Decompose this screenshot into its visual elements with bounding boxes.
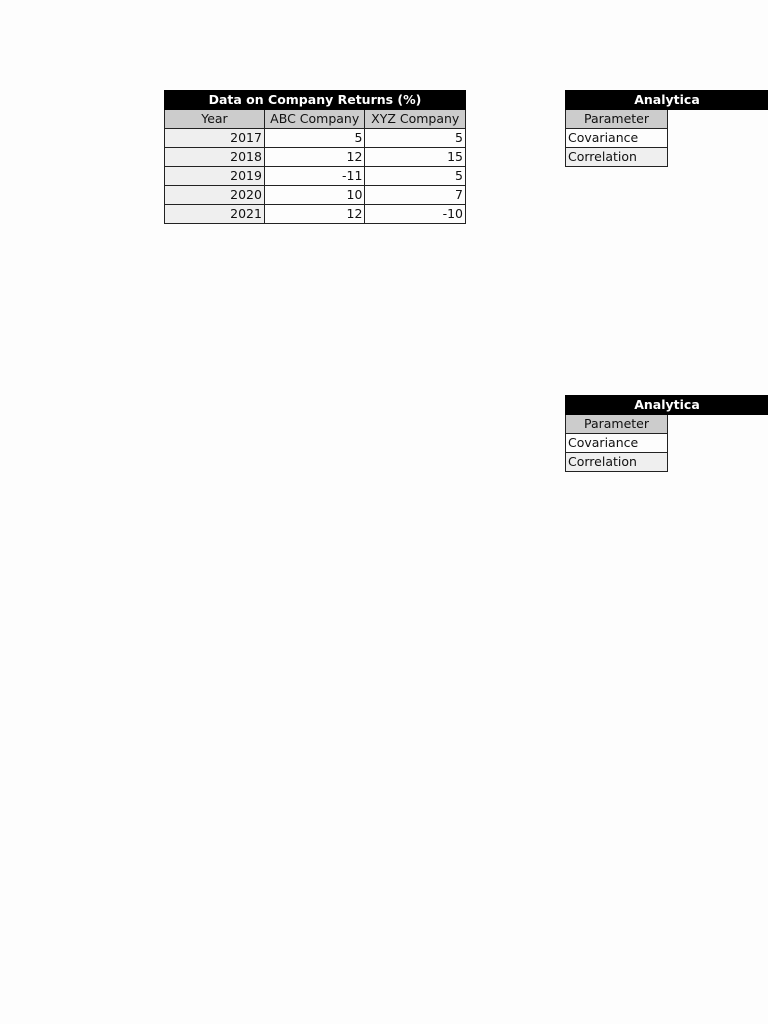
abc-return-cell[interactable]: 10 xyxy=(264,186,365,205)
empty-cell[interactable] xyxy=(668,434,768,453)
analytics-table xyxy=(565,90,768,167)
xyz-return-cell[interactable]: 15 xyxy=(365,148,466,167)
xyz-return-cell[interactable]: -10 xyxy=(365,205,466,224)
year-cell[interactable]: 2019 xyxy=(165,167,265,186)
table-row xyxy=(165,167,466,186)
parameter-correlation[interactable]: Correlation xyxy=(566,453,668,472)
empty-cell[interactable] xyxy=(668,148,768,167)
table-header-row xyxy=(165,110,466,129)
table-row xyxy=(566,129,768,148)
returns-table-title[interactable]: Data on Company Returns (%) xyxy=(165,91,466,110)
parameter-correlation[interactable]: Correlation xyxy=(566,148,668,167)
table-header-row xyxy=(566,110,768,129)
table-row xyxy=(165,205,466,224)
parameter-covariance[interactable]: Covariance xyxy=(566,434,668,453)
abc-return-cell[interactable]: 12 xyxy=(264,205,365,224)
table-title-row xyxy=(165,91,466,110)
analytics-table xyxy=(565,395,768,472)
header-abc-company[interactable]: ABC Company xyxy=(264,110,365,129)
header-xyz-company[interactable]: XYZ Company xyxy=(365,110,466,129)
abc-return-cell[interactable]: -11 xyxy=(264,167,365,186)
empty-cell[interactable] xyxy=(668,110,768,129)
table-title-row xyxy=(566,91,768,110)
year-cell[interactable]: 2017 xyxy=(165,129,265,148)
table-title-row xyxy=(566,396,768,415)
header-year[interactable]: Year xyxy=(165,110,265,129)
company-returns-table xyxy=(164,90,466,224)
table-header-row xyxy=(566,415,768,434)
analytics-table-title[interactable]: Analytica xyxy=(566,396,768,415)
year-cell[interactable]: 2021 xyxy=(165,205,265,224)
xyz-return-cell[interactable]: 5 xyxy=(365,129,466,148)
empty-cell[interactable] xyxy=(668,129,768,148)
abc-return-cell[interactable]: 12 xyxy=(264,148,365,167)
xyz-return-cell[interactable]: 7 xyxy=(365,186,466,205)
table-row xyxy=(566,453,768,472)
year-cell[interactable]: 2018 xyxy=(165,148,265,167)
header-parameter[interactable]: Parameter xyxy=(566,415,668,434)
parameter-covariance[interactable]: Covariance xyxy=(566,129,668,148)
table-row xyxy=(566,434,768,453)
header-parameter[interactable]: Parameter xyxy=(566,110,668,129)
year-cell[interactable]: 2020 xyxy=(165,186,265,205)
table-row xyxy=(566,148,768,167)
empty-cell[interactable] xyxy=(668,453,768,472)
table-row xyxy=(165,148,466,167)
empty-cell[interactable] xyxy=(668,415,768,434)
abc-return-cell[interactable]: 5 xyxy=(264,129,365,148)
table-row xyxy=(165,129,466,148)
analytics-table-title[interactable]: Analytica xyxy=(566,91,768,110)
table-row xyxy=(165,186,466,205)
xyz-return-cell[interactable]: 5 xyxy=(365,167,466,186)
